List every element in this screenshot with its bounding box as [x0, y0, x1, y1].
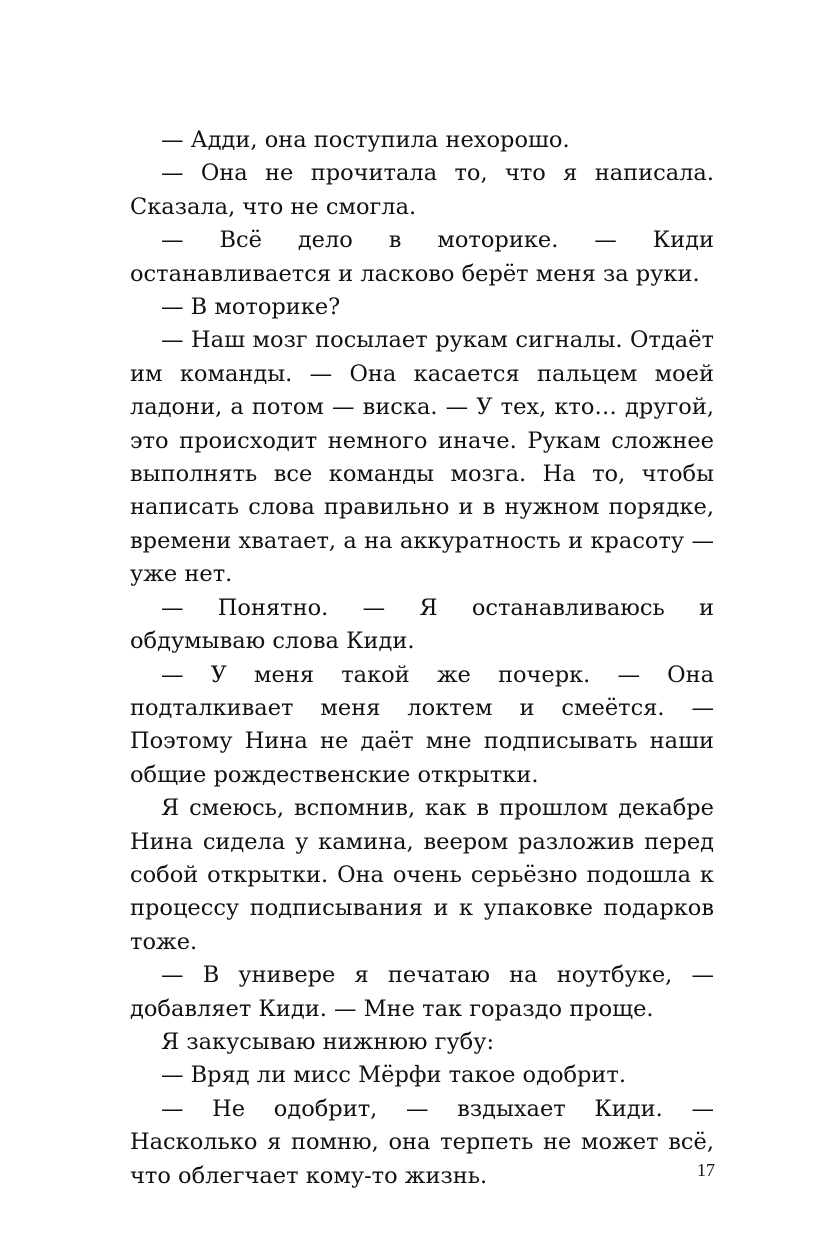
paragraph-10: Я закусываю нижнюю губу:: [161, 1028, 495, 1055]
paragraph-11: — Вряд ли мисс Мёрфи такое одобрит.: [161, 1062, 627, 1089]
paragraph-2: — Она не прочитала то, что я написала. Сказала, что не смогла.: [130, 160, 714, 220]
paragraph-12: — Не одобрит, — вздыхает Киди. — Насколько я помню, она терпеть не может всё, что облегчает кому-то жизнь.: [130, 1095, 714, 1189]
paragraph-7: — У меня такой же почерк. — Она подталкивает меня локтем и смеётся. — Поэтому Нина не даёт мне подписывать наши общие рождественские открытки.: [130, 661, 714, 788]
paragraph-9: — В универе я печатаю на ноутбуке, — добавляет Киди. — Мне так гораздо проще.: [130, 962, 714, 1022]
paragraph-8: Я смеюсь, вспомнив, как в прошлом декабре Нина сидела у камина, веером разложив перед собой открытки. Она очень серьёзно подошла к процессу подписывания и к упаковке подарков тоже.: [130, 795, 714, 955]
page-text: [130, 124, 714, 1193]
paragraph-3: — Всё дело в моторике. — Киди останавливается и ласково берёт меня за руки.: [130, 227, 714, 287]
paragraph-5: — Наш мозг посылает рукам сигналы. Отдаёт им команды. — Она касается пальцем моей ладони, а потом — виска. — У тех, кто… другой, это происходит немного иначе. Рукам сложнее выполнять все команды мозга. На то, чтобы написать слова правильно и в нужном порядке, времени хватает, а на аккуратность и красоту — уже нет.: [130, 327, 714, 588]
page-number: 17: [697, 1160, 715, 1180]
paragraph-6: — Понятно. — Я останавливаюсь и обдумываю слова Киди.: [130, 594, 714, 655]
paragraph-4: — В моторике?: [161, 294, 341, 321]
paragraph-1: — Адди, она поступила нехорошо.: [161, 127, 570, 153]
